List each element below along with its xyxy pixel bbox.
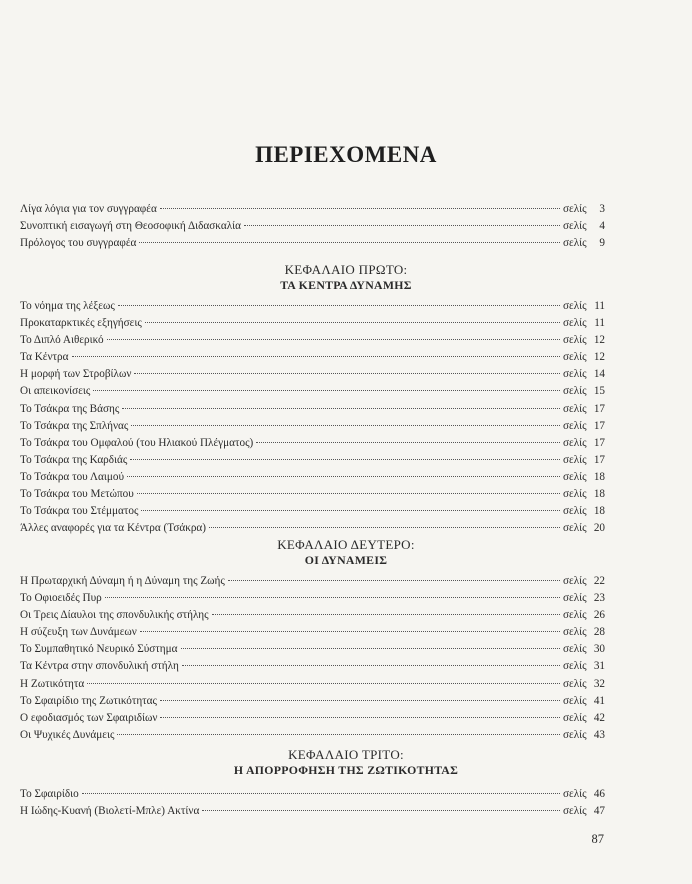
dot-leader — [145, 322, 560, 323]
toc-entry-page — [563, 727, 605, 744]
dot-leader — [131, 425, 560, 426]
dot-leader — [139, 242, 560, 243]
page-number-value: 42 — [593, 711, 605, 724]
toc-entry-title: Οι Τρεις Δίαυλοι της σπονδυλικής στήλης — [20, 609, 209, 622]
dot-leader — [202, 810, 560, 811]
dot-leader — [160, 208, 560, 209]
toc-entry-title: Το Σφαιρίδιο — [20, 788, 79, 800]
toc-entry-title: Πρόλογος του συγγραφέα — [20, 237, 137, 250]
page-number-value: 20 — [593, 522, 605, 535]
toc-entry — [20, 486, 605, 503]
page-number-value: 12 — [593, 351, 605, 364]
toc-entry-page — [563, 366, 605, 383]
page-label: σελίς — [563, 488, 587, 501]
dot-leader — [127, 476, 560, 477]
toc-entry-title: Συνοπτική εισαγωγή στη Θεοσοφική Διδασκαλία — [20, 220, 242, 233]
toc-entry-title: Η σύζευξη των Δυνάμεων — [20, 626, 137, 639]
dot-leader — [87, 683, 560, 684]
page-label: σελίς — [563, 351, 587, 364]
page-number-value: 26 — [593, 609, 605, 622]
toc-entry-title: Το νόημα της λέξεως — [20, 300, 115, 312]
page-number-value: 11 — [594, 300, 605, 312]
page-label: σελίς — [563, 805, 587, 818]
toc-entry-page — [563, 435, 605, 452]
toc-entry — [20, 693, 605, 710]
toc-entry — [20, 349, 605, 366]
toc-entry — [20, 573, 605, 590]
toc-entry — [20, 676, 605, 693]
toc-entry-title: Το Τσάκρα του Ομφαλού (του Ηλιακού Πλέγματος) — [20, 436, 254, 449]
toc-entry-page — [563, 452, 605, 469]
page-number-value: 32 — [593, 677, 605, 690]
toc-entry-page — [563, 332, 605, 349]
toc-entry-page — [563, 676, 605, 693]
page-number-value: 18 — [593, 488, 605, 501]
toc-entry-page — [563, 641, 605, 658]
page-number-value: 4 — [599, 220, 605, 233]
page-number-value: 12 — [593, 334, 605, 347]
toc-entry — [20, 315, 605, 332]
toc-entry — [20, 641, 605, 658]
toc-entry-title: Το Συμπαθητικό Νευρικό Σύστημα — [20, 643, 178, 656]
page-label: σελίς — [563, 592, 587, 605]
toc-entry — [20, 786, 605, 803]
page-number-value: 23 — [593, 592, 605, 605]
toc-entry-page — [563, 486, 605, 503]
toc-entry-title: Λίγα λόγια για τον συγγραφέα — [20, 203, 157, 215]
page-number-value: 43 — [593, 728, 605, 741]
toc-entry-page — [563, 235, 605, 252]
page-number-value: 18 — [593, 505, 605, 518]
toc-entry — [20, 452, 605, 469]
page-number-value: 3 — [599, 203, 605, 215]
toc-entry — [20, 503, 605, 520]
toc-entry-page — [563, 803, 605, 820]
page-label: σελίς — [563, 677, 587, 690]
page-label: σελίς — [563, 334, 587, 347]
toc-entry — [20, 590, 605, 607]
page-number-value: 9 — [599, 237, 605, 250]
chapter-heading-2 — [0, 537, 692, 568]
toc-entry-page — [563, 693, 605, 710]
toc-entry-title: Το Τσάκρα του Λαιμού — [20, 470, 125, 483]
chapter-heading-3 — [0, 747, 692, 778]
toc-entry-title: Οι απεικονίσεις — [20, 385, 91, 398]
dot-leader — [212, 614, 560, 615]
toc-entry-title: Η Ιώδης-Κυανή (Βιολετί-Μπλε) Ακτίνα — [20, 805, 200, 818]
dot-leader — [72, 356, 561, 357]
page-label: σελίς — [563, 470, 587, 483]
chapter-2-list — [20, 573, 605, 744]
dot-leader — [117, 734, 560, 735]
toc-entry-page — [563, 401, 605, 418]
toc-entry-title: Το Οφιοειδές Πυρ — [20, 592, 102, 605]
dot-leader — [228, 580, 560, 581]
page-number-value: 41 — [593, 694, 605, 707]
chapter-label: ΚΕΦΑΛΑΙΟ ΠΡΩΤΟ: — [284, 262, 408, 277]
toc-entry — [20, 710, 605, 727]
toc-entry-title: Το Τσάκρα της Σπλήνας — [20, 419, 129, 432]
dot-leader — [209, 527, 560, 528]
toc-entry-page — [563, 573, 605, 590]
page-label: σελίς — [563, 788, 587, 800]
intro-list — [20, 201, 605, 252]
dot-leader — [134, 373, 560, 374]
page-number-value: 31 — [593, 660, 605, 673]
toc-entry — [20, 401, 605, 418]
page-label: σελίς — [563, 203, 587, 215]
toc-entry-title: Άλλες αναφορές για τα Κέντρα (Τσάκρα) — [20, 522, 207, 535]
page-label: σελίς — [563, 300, 587, 312]
page-label: σελίς — [563, 453, 587, 466]
page-title: ΠΕΡΙΕΧΟΜΕΝΑ — [255, 142, 437, 167]
dot-leader — [160, 700, 560, 701]
toc-entry-page — [563, 201, 605, 218]
page-label: σελίς — [563, 626, 587, 639]
page-label: σελίς — [563, 317, 587, 330]
page-number-value: 14 — [593, 368, 605, 381]
toc-entry — [20, 803, 605, 820]
dot-leader — [107, 339, 560, 340]
dot-leader — [160, 717, 560, 718]
toc-entry-page — [563, 590, 605, 607]
toc-entry-page — [563, 469, 605, 486]
toc-entry-title: Το Τσάκρα της Βάσης — [20, 402, 120, 415]
toc-entry-title: Η Πρωταρχική Δύναμη ή η Δύναμη της Ζωής — [20, 575, 225, 587]
toc-entry-title: Τα Κέντρα στην σπονδυλική στήλη — [20, 660, 179, 673]
toc-entry — [20, 235, 605, 252]
page-number-value: 17 — [593, 453, 605, 466]
toc-entry-page — [563, 383, 605, 400]
dot-leader — [118, 305, 560, 306]
toc-entry-title: Ο εφοδιασμός των Σφαιριδίων — [20, 711, 158, 724]
chapter-title: ΤΑ ΚΕΝΤΡΑ ΔΥΝΑΜΗΣ — [280, 278, 412, 292]
toc-entry — [20, 658, 605, 675]
dot-leader — [82, 793, 560, 794]
page-number-value: 17 — [593, 402, 605, 415]
page-number-value: 28 — [593, 626, 605, 639]
toc-entry-title: Τα Κέντρα — [20, 351, 69, 364]
toc-entry-page — [563, 349, 605, 366]
toc-entry-page — [563, 786, 605, 803]
page-number-value: 15 — [593, 385, 605, 398]
toc-entry-page — [563, 607, 605, 624]
toc-entry — [20, 366, 605, 383]
toc-entry-page — [563, 658, 605, 675]
toc-entry-title: Η Ζωτικότητα — [20, 677, 85, 690]
toc-entry-page — [563, 520, 605, 537]
toc-entry-title: Το Τσάκρα του Μετώπου — [20, 488, 134, 501]
dot-leader — [137, 493, 560, 494]
toc-entry — [20, 624, 605, 641]
page-label: σελίς — [563, 436, 587, 449]
page-label: σελίς — [563, 237, 587, 250]
page-number-value: 18 — [593, 470, 605, 483]
page-label: σελίς — [563, 694, 587, 707]
page-number-value: 30 — [593, 643, 605, 656]
dot-leader — [244, 225, 560, 226]
toc-entry-title: Το Σφαιρίδιο της Ζωτικότητας — [20, 694, 157, 707]
page-number-value: 46 — [593, 788, 605, 800]
dot-leader — [122, 408, 560, 409]
page-label: σελίς — [563, 505, 587, 518]
dot-leader — [182, 665, 560, 666]
toc-entry — [20, 298, 605, 315]
page-label: σελίς — [563, 522, 587, 535]
toc-entry — [20, 383, 605, 400]
toc-entry — [20, 727, 605, 744]
toc-entry-page — [563, 624, 605, 641]
toc-entry — [20, 520, 605, 537]
page-label: σελίς — [563, 419, 587, 432]
page-number-value: 17 — [593, 419, 605, 432]
toc-entry-title: Το Τσάκρα της Καρδιάς — [20, 453, 128, 466]
toc-entry-title: Προκαταρκτικές εξηγήσεις — [20, 317, 142, 330]
toc-entry-title: Το Διπλό Αιθερικό — [20, 334, 104, 347]
toc-entry — [20, 201, 605, 218]
toc-entry-page — [563, 298, 605, 315]
chapter-title: Η ΑΠΟΡΡΟΦΗΣΗ ΤΗΣ ΖΩΤΙΚΟΤΗΤΑΣ — [233, 763, 459, 777]
page-number-value: 11 — [594, 317, 605, 330]
page-number-value: 17 — [593, 436, 605, 449]
toc-entry-title: Το Τσάκρα του Στέμματος — [20, 505, 139, 518]
toc-entry — [20, 218, 605, 235]
page-label: σελίς — [563, 728, 587, 741]
page-label: σελίς — [563, 385, 587, 398]
page-label: σελίς — [563, 220, 587, 233]
chapter-3-list — [20, 786, 605, 820]
page-label: σελίς — [563, 643, 587, 656]
toc-entry — [20, 332, 605, 349]
chapter-heading-1 — [0, 262, 692, 293]
toc-entry — [20, 607, 605, 624]
toc-entry-page — [563, 315, 605, 332]
chapter-title: ΟΙ ΔΥΝΑΜΕΙΣ — [304, 553, 388, 567]
toc-entry — [20, 435, 605, 452]
toc-entry-title: Η μορφή των Στροβίλων — [20, 368, 132, 381]
toc-entry — [20, 469, 605, 486]
dot-leader — [181, 648, 561, 649]
toc-entry-page — [563, 418, 605, 435]
toc-entry-title: Οι Ψυχικές Δυνάμεις — [20, 728, 115, 741]
page-number-value: 47 — [593, 805, 605, 818]
toc-entry-page — [563, 503, 605, 520]
page-number-value: 22 — [593, 575, 605, 587]
chapter-label: ΚΕΦΑΛΑΙΟ ΔΕΥΤΕΡΟ: — [277, 537, 415, 552]
dot-leader — [105, 597, 560, 598]
chapter-label: ΚΕΦΑΛΑΙΟ ΤΡΙΤΟ: — [288, 747, 404, 762]
page-label: σελίς — [563, 609, 587, 622]
page-label: σελίς — [563, 402, 587, 415]
chapter-1-list — [20, 298, 605, 537]
dot-leader — [140, 631, 560, 632]
page-label: σελίς — [563, 368, 587, 381]
dot-leader — [130, 459, 560, 460]
page-number: 87 — [591, 832, 604, 846]
page-label: σελίς — [563, 660, 587, 673]
page-label: σελίς — [563, 575, 587, 587]
toc-entry — [20, 418, 605, 435]
page-label: σελίς — [563, 711, 587, 724]
toc-entry-page — [563, 710, 605, 727]
dot-leader — [256, 442, 560, 443]
dot-leader — [141, 510, 560, 511]
dot-leader — [93, 390, 560, 391]
toc-entry-page — [563, 218, 605, 235]
